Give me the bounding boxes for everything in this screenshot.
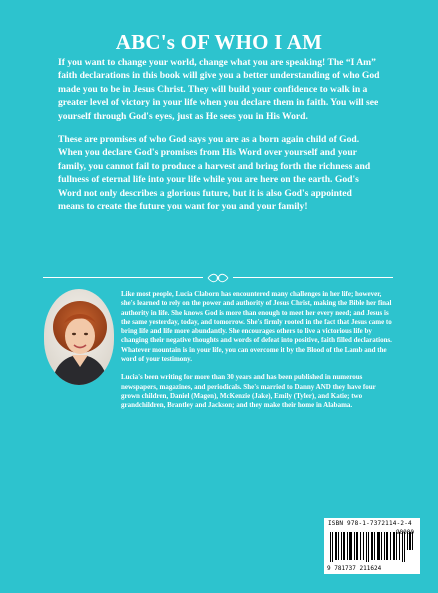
bio-paragraph: Lucia's been writing for more than 30 years and has been published in numerous newspapers, magazines, and periodicals. She's married to Danny AND they have four grown children, Daniel (Magen), McKenzie (Jake), Emily (Tyler), and Katie; two grandchildren, Brantley and Jackson; and they make their home in Alabama.	[121, 373, 376, 410]
ornament-icon	[206, 272, 230, 284]
divider-line-left	[43, 277, 203, 278]
intro-paragraph: These are promises of who God says you are as a born again child of God. When you declare God's promises from His Word over yourself and your family, you cannot fail to produce a harvest and bring forth the richness and fullness of eternal life into your life while you are here on the earth. God's Word not only describes a glorious future, but it is also God's appointed means to create the future you want for you and your family!	[58, 134, 371, 213]
page-title: ABC's OF WHO I AM	[115, 30, 323, 54]
divider-line-right	[233, 277, 393, 278]
author-bio	[121, 290, 396, 420]
isbn-barcode	[324, 518, 420, 574]
intro-paragraph: If you want to change your world, change what you are speaking! The “I Am” faith declarations in this book will give you a better understanding of who God made you to be in Jesus Christ. They will build your confidence to walk in a greater level of victory in your life when you declare them in faith. You will see yourself through God's eyes, just as He sees you in His Word.	[58, 57, 380, 122]
bio-paragraph: Like most people, Lucia Claborn has encountered many challenges in her life; however, she's learned to rely on the power and authority of Jesus Christ, making the Bible her final authority in life. She knows God is more than enough to meet her every need; and Jesus is the same yesterday, today, and tomorrow. She's firmly rooted in the fact that Jesus came to bring life and life more abundantly. She encourages others to live a victorious life by changing their negative thoughts and words of defeat into positive, faith filled declarations. Whatever mountain is in your life, you can overcome it by the Blood of the Lamb and the word of your testimony.	[121, 290, 392, 364]
section-divider	[43, 272, 393, 284]
barcode-bars	[328, 528, 416, 566]
author-photo	[44, 289, 114, 385]
isbn-number: ISBN 978-1-7372114-2-4	[328, 520, 412, 527]
barcode-number: 9 781737 211624	[327, 565, 382, 572]
intro-text	[58, 56, 380, 223]
